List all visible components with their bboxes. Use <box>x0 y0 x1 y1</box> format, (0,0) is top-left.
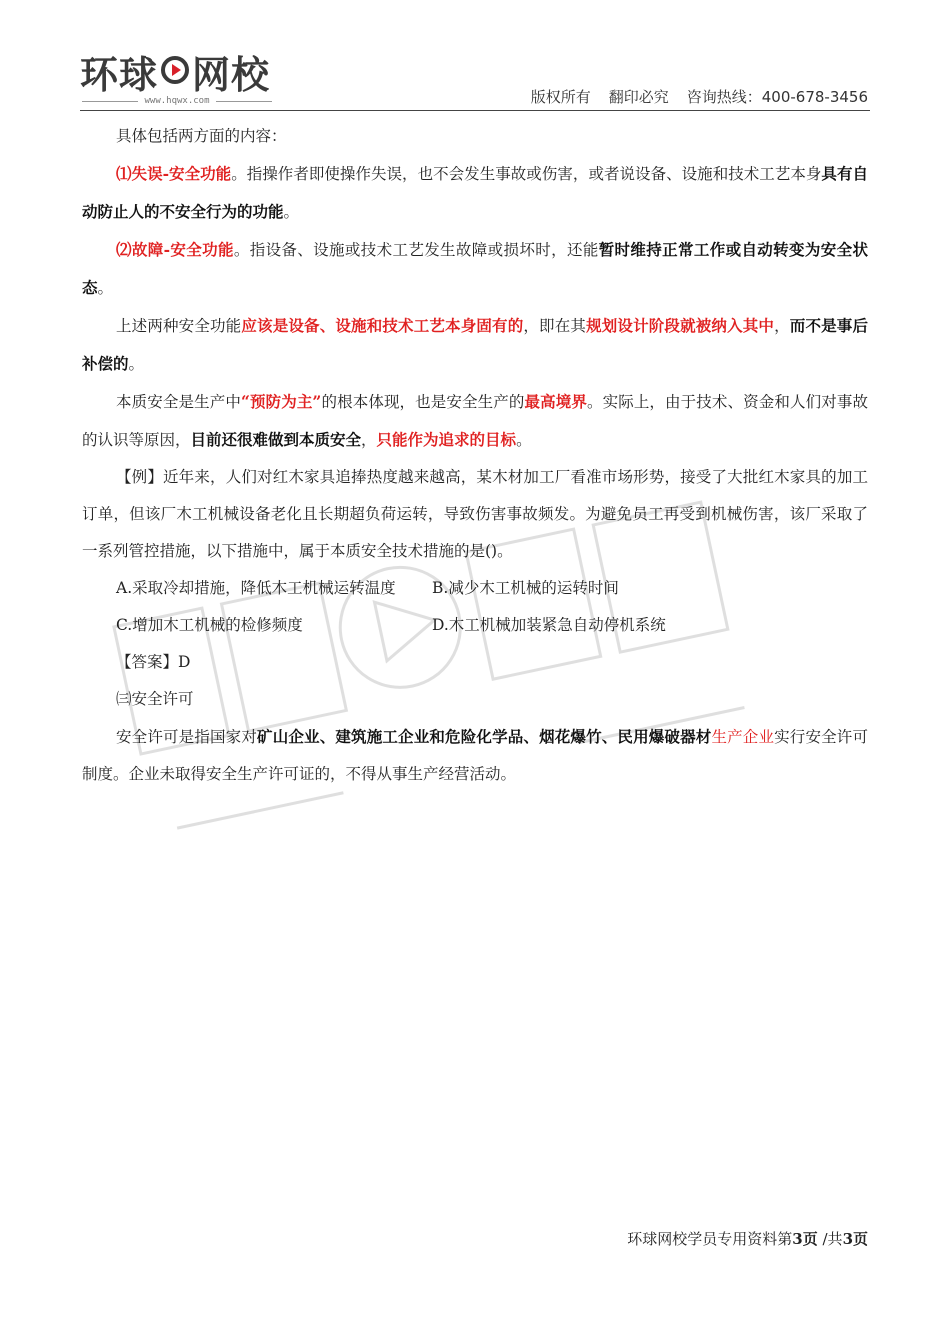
option-a: A.采取冷却措施，降低木工机械运转温度 <box>116 579 396 597</box>
section-heading: ㈢安全许可 <box>116 690 194 708</box>
item2-title: ⑵故障-安全功能 <box>116 240 234 259</box>
piracy-text: 翻印必究 <box>608 88 669 106</box>
intro-paragraph: 具体包括两方面的内容： <box>116 127 287 145</box>
example-question: 【例】近年来，人们对红木家具追捧热度越来越高，某木材加工厂看准市场形势，接受了大批红木家具的加工订单，但该厂木工机械设备老化且长期超负荷运转，导致伤害事故频发。为避免员工再受到机械伤害，该厂采取了一系列管控措施，以下措施中，属于本质安全技术措施的是()。 <box>82 468 868 560</box>
page-footer: 环球网校学员专用资料第3页 /共3页 <box>627 1230 868 1248</box>
option-d: D.木工机械加装紧急自动停机系统 <box>432 616 666 634</box>
item1-paragraph: ⑴失误-安全功能。指操作者即使操作失误，也不会发生事故或伤害，或者说设备、设施和技术工艺本身具有自动防止人的不安全行为的功能。 <box>82 164 868 221</box>
total-pages: 3页 <box>842 1230 868 1248</box>
license-paragraph: 安全许可是指国家对矿山企业、建筑施工企业和危险化学品、烟花爆竹、民用爆破器材生产企业实行安全许可制度。企业未取得安全生产许可证的，不得从事生产经营活动。 <box>82 727 868 783</box>
hotline-text: 咨询热线：400-678-3456 <box>686 88 868 106</box>
header-divider <box>80 110 870 111</box>
logo <box>80 44 270 99</box>
option-c: C.增加木工机械的检修频度 <box>116 616 303 634</box>
essential-safety-paragraph: 本质安全是生产中“预防为主”的根本体现，也是安全生产的最高境界。实际上，由于技术、资金和人们对事故的认识等原因，目前还很难做到本质安全，只能作为追求的目标。 <box>82 392 868 449</box>
options-row-1 <box>82 570 868 607</box>
option-b: B.减少木工机械的运转时间 <box>432 579 619 597</box>
logo-text-2: 网校 <box>192 53 271 97</box>
logo-text-1: 环球 <box>80 53 159 97</box>
header-info <box>531 86 868 107</box>
page-number: 3页 <box>792 1230 818 1248</box>
item1-title: ⑴失误-安全功能 <box>116 164 232 183</box>
options-row-2 <box>82 607 868 644</box>
play-circle-icon <box>160 55 190 89</box>
document-body <box>82 118 868 793</box>
item2-paragraph: ⑵故障-安全功能。指设备、设施或技术工艺发生故障或损坏时，还能暂时维持正常工作或自动转变为安全状态。 <box>82 240 868 297</box>
copyright-text: 版权所有 <box>530 88 591 106</box>
logo-url <box>82 96 272 106</box>
answer: 【答案】D <box>116 653 191 671</box>
logo-url-text: www.hqwx.com <box>144 96 210 106</box>
page-header <box>0 0 950 112</box>
summary-paragraph: 上述两种安全功能应该是设备、设施和技术工艺本身固有的，即在其规划设计阶段就被纳入其中，而不是事后补偿的。 <box>82 316 868 373</box>
